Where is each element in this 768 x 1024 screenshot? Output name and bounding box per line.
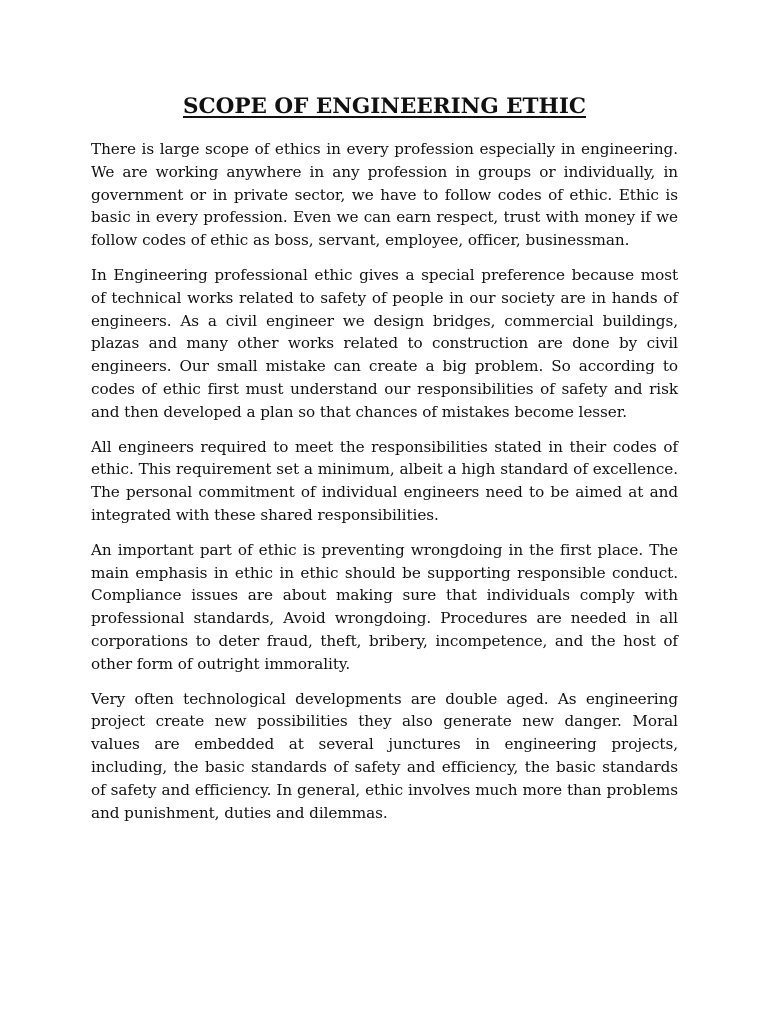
document-title: SCOPE OF ENGINEERING ETHIC: [182, 94, 587, 119]
paragraph-2: In Engineering professional ethic gives a special preference because most of technical works related to safety of people in our society are in hands of engineers. As a civil engineer we design bridges, commercial buildings, plazas and many other works related to construction are done by civil engineers. Our small mistake can create a big problem. So according to codes of ethic first must understand our responsibilities of safety and risk and then developed a plan so that chances of mistakes become lesser.: [91, 265, 678, 421]
paragraph-5: Very often technological developments are double aged. As engineering project create new possibilities they also generate new danger. Moral values are embedded at several junctures in engineering projects, including, the basic standards of safety and efficiency, the basic standards of safety and efficiency. In general, ethic involves much more than problems and punishment, duties and dilemmas.: [91, 689, 678, 822]
paragraph-3: All engineers required to meet the responsibilities stated in their codes of ethic. This requirement set a minimum, albeit a high standard of excellence. The personal commitment of individual engineers need to be aimed at and integrated with these shared responsibilities.: [91, 437, 678, 524]
paragraph-1: There is large scope of ethics in every profession especially in engineering. We are working anywhere in any profession in groups or individually, in government or in private sector, we have to follow codes of ethic. Ethic is basic in every profession. Even we can earn respect, trust with money if we follow codes of ethic as boss, servant, employee, officer, businessman.: [91, 140, 678, 250]
paragraph-4: An important part of ethic is preventing wrongdoing in the first place. The main emphasis in ethic in ethic should be supporting responsible conduct. Compliance issues are about making sure that individuals comply with professional standards, Avoid wrongdoing. Procedures are needed in all corporations to deter fraud, theft, bribery, incompetence, and the host of other form of outright immorality.: [91, 540, 678, 673]
